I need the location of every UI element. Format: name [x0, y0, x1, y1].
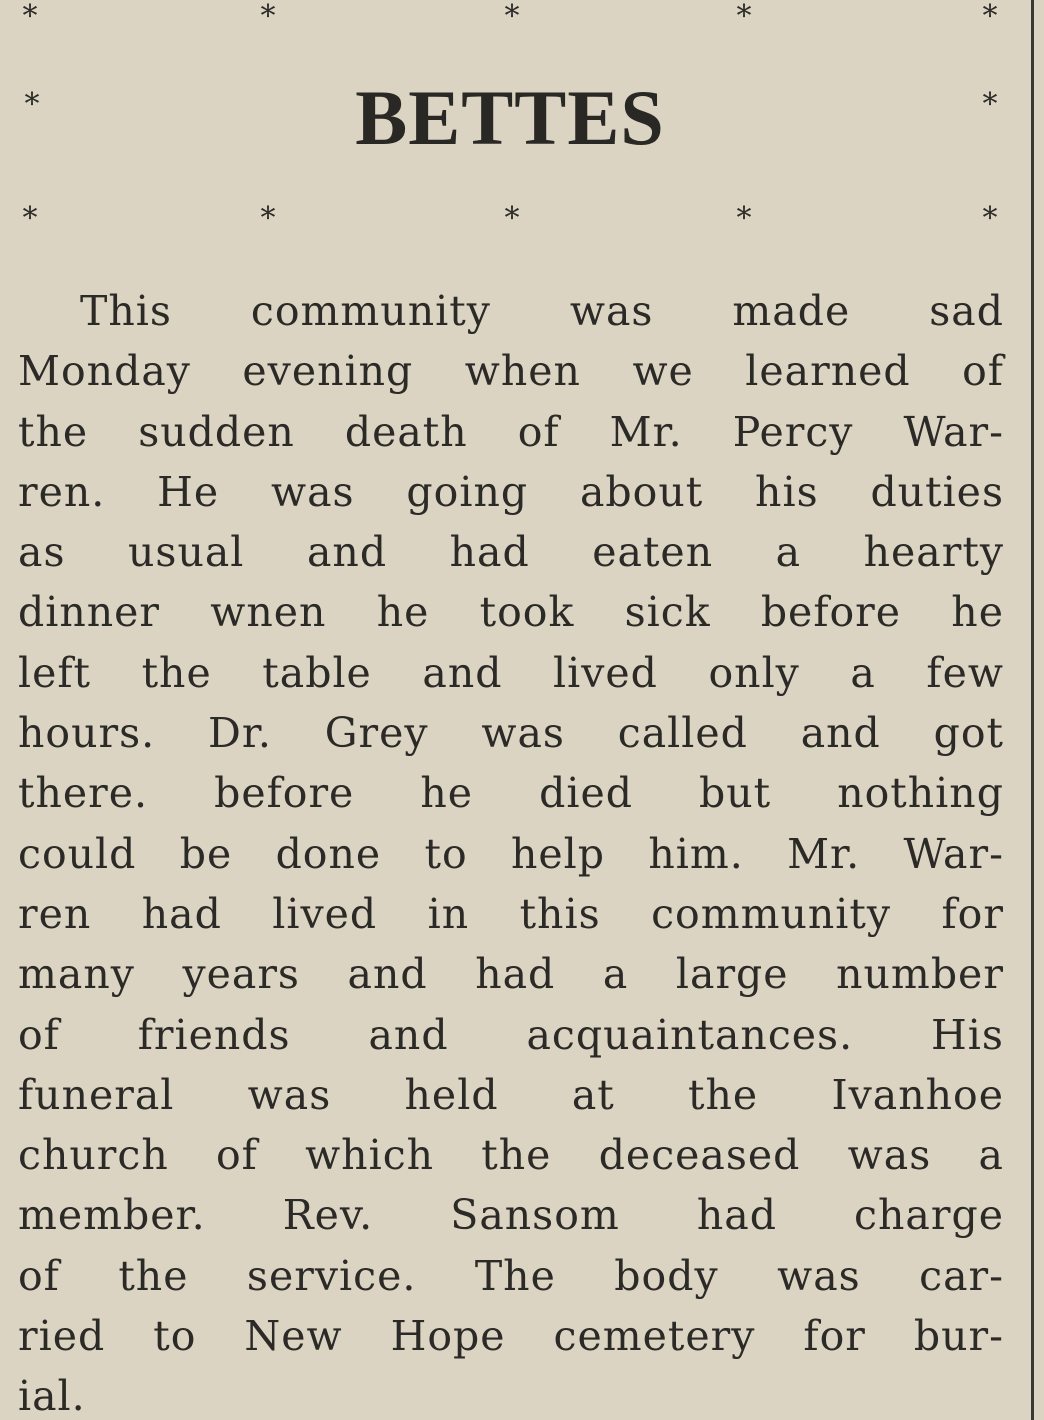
ornament-row-bottom	[0, 201, 1044, 244]
asterisk-ornament: *	[982, 201, 998, 236]
article-line: hours. Dr. Grey was called and got	[18, 709, 1004, 758]
article-line: of friends and acquaintances. His	[18, 1010, 1004, 1059]
article-line: member. Rev. Sansom had charge	[18, 1191, 1004, 1240]
asterisk-ornament: *	[504, 0, 520, 34]
article-line: church of which the deceased was a	[18, 1131, 1004, 1180]
asterisk-ornament: *	[982, 0, 998, 34]
headline: BETTES	[355, 74, 665, 161]
asterisk-ornament: *	[260, 201, 276, 236]
article-line: left the table and lived only a few	[18, 648, 1004, 697]
asterisk-ornament: *	[736, 0, 752, 34]
article-line: many years and had a large number	[18, 950, 1004, 999]
article-line: could be done to help him. Mr. War-	[18, 829, 1004, 878]
ornament-row-top	[0, 2, 1044, 42]
article-line: ial.	[18, 1372, 86, 1420]
asterisk-ornament: *	[982, 87, 998, 122]
article-line: ren. He was going about his duties	[18, 467, 1004, 516]
asterisk-ornament: *	[736, 201, 752, 236]
asterisk-ornament: *	[22, 201, 38, 236]
article-line: there. before he died but nothing	[18, 769, 1004, 818]
article-line: as usual and had eaten a hearty	[18, 528, 1004, 577]
asterisk-ornament: *	[24, 87, 40, 122]
article-line: This community was made sad	[80, 287, 1004, 335]
article-line: ren had lived in this community for	[18, 889, 1004, 938]
article-line: the sudden death of Mr. Percy War-	[18, 407, 1004, 456]
article-line: of the service. The body was car-	[18, 1251, 1004, 1300]
article-line: ried to New Hope cemetery for bur-	[18, 1312, 1004, 1361]
article-body	[18, 281, 1004, 1420]
asterisk-ornament: *	[22, 0, 38, 34]
asterisk-ornament: *	[504, 201, 520, 236]
article-line: Monday evening when we learned of	[18, 347, 1004, 396]
asterisk-ornament: *	[260, 0, 276, 34]
article-line: funeral was held at the Ivanhoe	[18, 1070, 1004, 1119]
article-line: dinner wnen he took sick before he	[18, 588, 1004, 637]
